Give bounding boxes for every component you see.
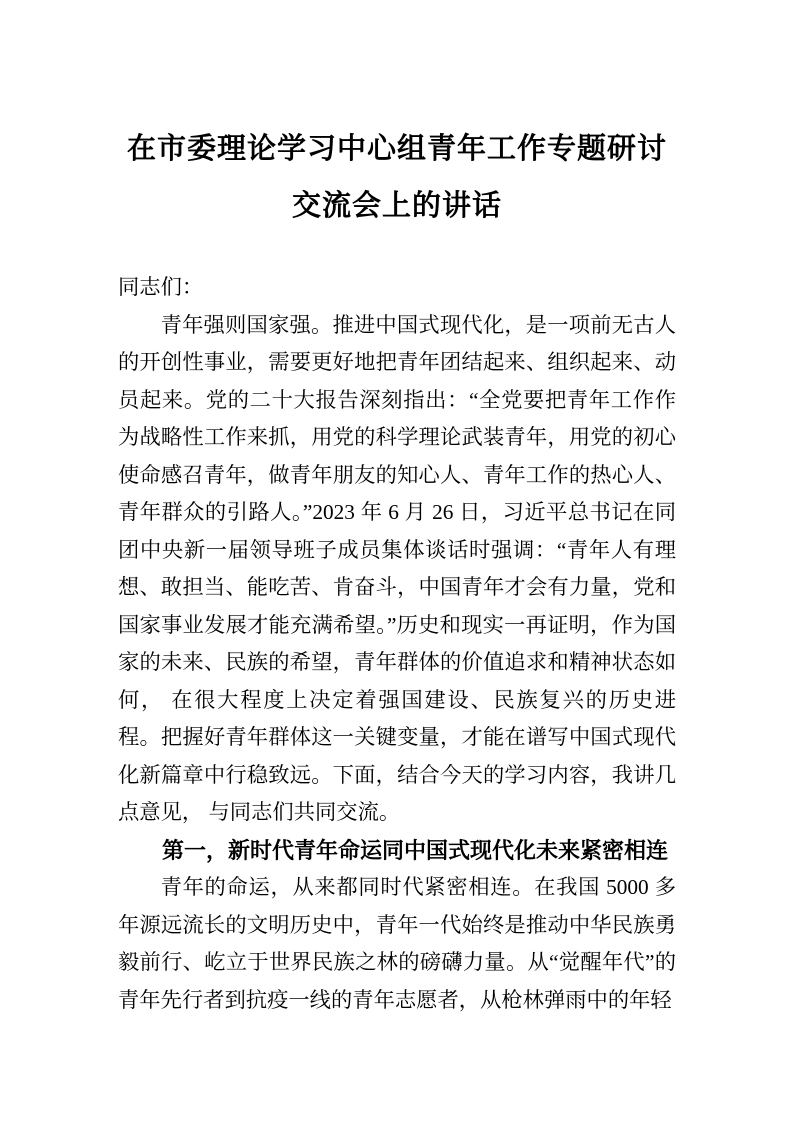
document-title [118, 121, 676, 235]
title-line-1: 在市委理论学习中心组青年工作专题研讨 [126, 133, 667, 165]
section-1-heading: 第一，新时代青年命运同中国式现代化未来紧密相连 [162, 837, 669, 863]
intro-paragraph: 青年强则国家强。推进中国式现代化，是一项前无古人的开创性事业，需要更好地把青年团结起来、组织起来、动员起来。党的二十大报告深刻指出：“全党要把青年工作作为战略性工作来抓，用党的科学理论武装青年，用党的初心使命感召青年，做青年朋友的知心人、青年工作的热心人、青年群众的引路人。”2023 年 6 月 26 日，习近平总书记在同团中央新一届领导班子成员集体谈话时强调：“青年人有理想、敢担当、能吃苦、肯奋斗，中国青年才会有力量，党和国家事业发展才能充满希望。”历史和现实一再证明，作为国家的未来、民族的希望，青年群体的价值追求和精神状态如何， 在很大程度上决定着强国建设、民族复兴的历史进程。把握好青年群体这一关键变量，才能在谱写中国式现代化新篇章中行稳致远。下面，结合今天的学习内容，我讲几点意见， 与同志们共同交流。 [118, 312, 676, 824]
salutation: 同志们： [118, 275, 204, 299]
document-body [118, 269, 676, 1019]
document-blocks [118, 307, 676, 1020]
section-1-paragraph: 青年的命运，从来都同时代紧密相连。在我国 5000 多年源远流长的文明历史中，青年一代始终是推动中华民族勇毅前行、屹立于世界民族之林的磅礴力量。从“觉醒年代”的青年先行者到抗疫一线的青年志愿者，从枪林弹雨中的年轻 [118, 875, 676, 1012]
title-line-2: 交流会上的讲话 [291, 190, 502, 222]
